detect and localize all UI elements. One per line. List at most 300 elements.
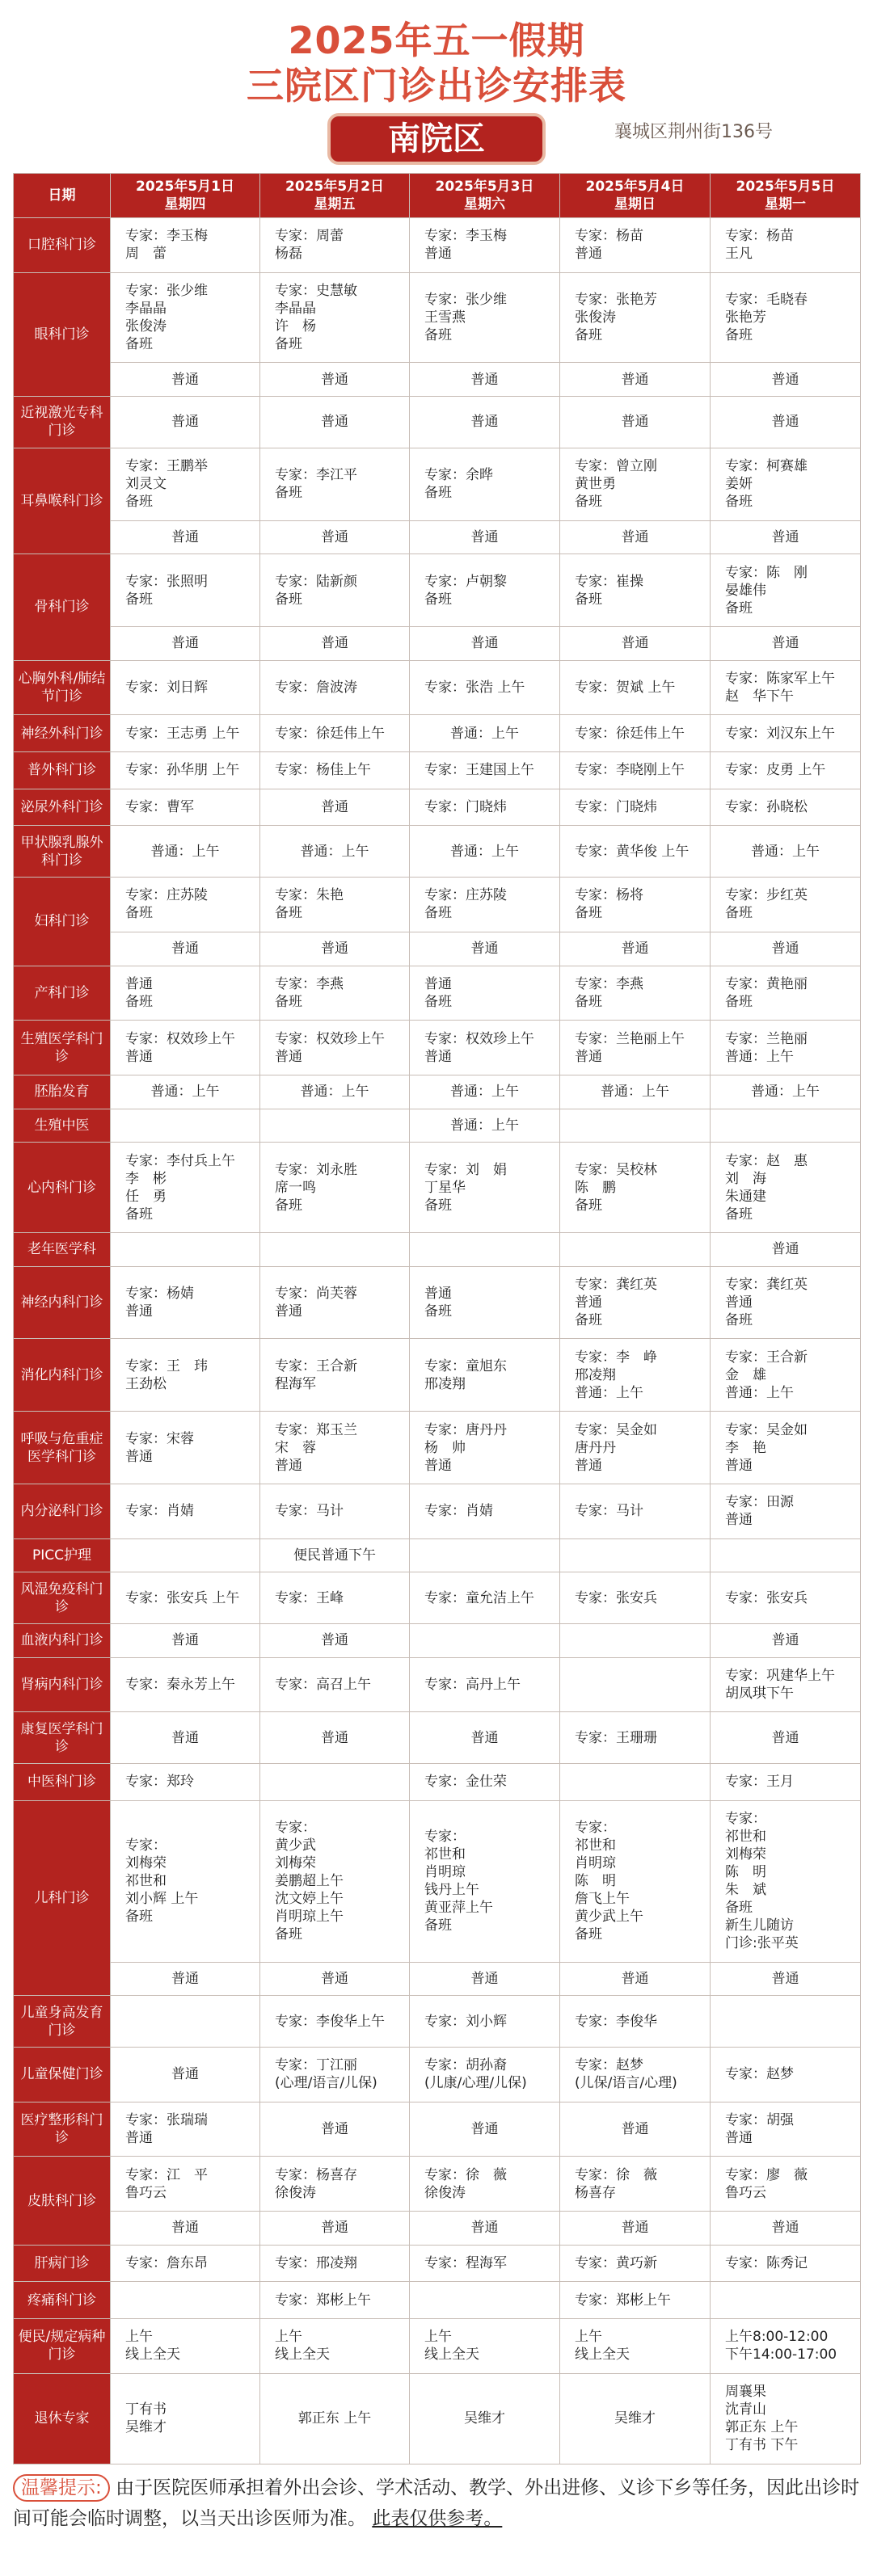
schedule-cell xyxy=(410,1623,560,1657)
schedule-cell: 专家：王志勇 上午 xyxy=(111,715,260,752)
schedule-cell: 专家：高丹上午 xyxy=(410,1657,560,1712)
table-row xyxy=(14,1266,861,1339)
schedule-cell: 便民普通下午 xyxy=(260,1538,410,1572)
table-row xyxy=(14,1572,861,1624)
schedule-cell: 专家：童旭东 邢凌翔 xyxy=(410,1339,560,1412)
table-row xyxy=(14,932,861,966)
schedule-cell: 专家： 祁世和 刘梅荣 陈 明 朱 斌 备班 新生儿随访 门诊:张平英 xyxy=(711,1800,861,1962)
schedule-cell: 普通 xyxy=(260,2102,410,2157)
schedule-cell: 专家：权效珍上午 普通 xyxy=(260,1021,410,1075)
schedule-cell: 普通 xyxy=(410,2102,560,2157)
schedule-cell: 专家：庄苏陵 备班 xyxy=(111,878,260,932)
schedule-cell: 专家： 刘梅荣 祁世和 刘小辉 上午 备班 xyxy=(111,1800,260,1962)
schedule-cell: 专家：李玉梅 普通 xyxy=(410,218,560,273)
schedule-cell: 普通 xyxy=(711,1962,861,1996)
department-name: 康复医学科门诊 xyxy=(14,1712,111,1764)
schedule-cell: 专家：李 峥 邢凌翔 普通：上午 xyxy=(560,1339,711,1412)
date-header xyxy=(410,174,560,218)
schedule-cell: 专家：张安兵 xyxy=(560,1572,711,1624)
schedule-cell: 专家：杨佳上午 xyxy=(260,752,410,789)
schedule-cell: 专家：刘 娟 丁星华 备班 xyxy=(410,1143,560,1233)
schedule-cell: 普通 xyxy=(711,1712,861,1764)
schedule-cell xyxy=(111,1109,260,1143)
department-name: 呼吸与危重症医学科门诊 xyxy=(14,1412,111,1484)
schedule-cell: 专家：邢凌翔 xyxy=(260,2245,410,2282)
schedule-cell: 专家：兰艳丽 普通：上午 xyxy=(711,1021,861,1075)
table-header-row xyxy=(14,174,861,218)
schedule-cell: 专家：宋蓉 普通 xyxy=(111,1412,260,1484)
schedule-cell: 专家：王建国上午 xyxy=(410,752,560,789)
schedule-cell: 专家：张少维 李晶晶 张俊涛 备班 xyxy=(111,272,260,363)
schedule-cell: 专家：肖婧 xyxy=(410,1484,560,1538)
schedule-cell: 普通：上午 xyxy=(260,1075,410,1109)
table-row xyxy=(14,966,861,1021)
schedule-body xyxy=(14,218,861,2464)
table-row xyxy=(14,2373,861,2464)
department-name: 普外科门诊 xyxy=(14,752,111,789)
table-row xyxy=(14,272,861,363)
department-name: 血液内科门诊 xyxy=(14,1623,111,1657)
title-line-1: 2025年五一假期 xyxy=(288,19,585,62)
schedule-cell: 专家：赵梦 xyxy=(711,2047,861,2102)
department-name: 骨科门诊 xyxy=(14,554,111,660)
schedule-cell: 专家：黄巧新 xyxy=(560,2245,711,2282)
schedule-cell: 专家：王鹏举 刘灵文 备班 xyxy=(111,448,260,520)
schedule-cell xyxy=(410,1233,560,1267)
department-name: 妇科门诊 xyxy=(14,878,111,966)
notice-text: 由于医院医师承担着外出会诊、学术活动、教学、外出进修、义诊下乡等任务，因此出诊时间可能会临时调整，以当天出诊医师为准。 xyxy=(13,2477,860,2529)
schedule-cell xyxy=(560,1233,711,1267)
schedule-cell: 专家：童允洁上午 xyxy=(410,1572,560,1624)
schedule-cell: 普通：上午 xyxy=(410,1109,560,1143)
schedule-cell: 专家：张少维 王雪燕 备班 xyxy=(410,272,560,363)
schedule-cell xyxy=(111,1538,260,1572)
department-name: 疼痛科门诊 xyxy=(14,2282,111,2319)
table-row xyxy=(14,1484,861,1538)
schedule-cell: 专家：史慧敏 李晶晶 许 杨 备班 xyxy=(260,272,410,363)
schedule-cell: 专家：陈 刚 晏雄伟 备班 xyxy=(711,554,861,627)
schedule-cell: 普通 xyxy=(111,626,260,660)
schedule-cell: 专家：张照明 备班 xyxy=(111,554,260,627)
table-row xyxy=(14,1412,861,1484)
schedule-cell: 专家：李付兵上午 李 彬 任 勇 备班 xyxy=(111,1143,260,1233)
schedule-cell: 普通 xyxy=(410,2212,560,2246)
schedule-cell: 专家：丁江丽 (心理/语言/儿保) xyxy=(260,2047,410,2102)
schedule-cell: 普通 xyxy=(111,1962,260,1996)
schedule-cell: 专家：王峰 xyxy=(260,1572,410,1624)
schedule-cell: 专家：刘日辉 xyxy=(111,660,260,715)
schedule-cell: 专家：郑玲 xyxy=(111,1764,260,1801)
schedule-cell: 专家：权效珍上午 普通 xyxy=(111,1021,260,1075)
schedule-cell: 专家：杨喜存 徐俊涛 xyxy=(260,2157,410,2212)
schedule-cell: 专家：吴金如 唐丹丹 普通 xyxy=(560,1412,711,1484)
schedule-cell: 普通 xyxy=(711,932,861,966)
department-name: 儿童身高发育门诊 xyxy=(14,1996,111,2048)
schedule-cell xyxy=(711,1996,861,2048)
schedule-cell: 普通 xyxy=(260,1623,410,1657)
table-row xyxy=(14,1712,861,1764)
schedule-cell: 专家：吴金如 李 艳 普通 xyxy=(711,1412,861,1484)
schedule-cell: 专家：余晔 备班 xyxy=(410,448,560,520)
schedule-cell: 普通 xyxy=(410,626,560,660)
schedule-cell: 吴维才 xyxy=(410,2373,560,2464)
schedule-cell: 专家：李俊华上午 xyxy=(260,1996,410,2048)
schedule-cell: 普通 xyxy=(410,1712,560,1764)
schedule-cell: 专家： 祁世和 肖明琼 陈 明 詹飞上午 黄少武上午 备班 xyxy=(560,1800,711,1962)
schedule-cell: 专家：卢朝黎 备班 xyxy=(410,554,560,627)
schedule-cell: 普通 xyxy=(711,397,861,448)
table-row xyxy=(14,2047,861,2102)
schedule-cell: 专家：巩建华上午 胡凤琪下午 xyxy=(711,1657,861,1712)
schedule-cell: 专家：庄苏陵 备班 xyxy=(410,878,560,932)
schedule-cell: 普通：上午 xyxy=(711,1075,861,1109)
table-row xyxy=(14,1339,861,1412)
schedule-cell: 专家：徐廷伟上午 xyxy=(260,715,410,752)
department-name: 心内科门诊 xyxy=(14,1143,111,1233)
schedule-cell: 上午 线上全天 xyxy=(111,2319,260,2374)
schedule-cell: 普通 xyxy=(410,1962,560,1996)
schedule-cell: 专家：曹军 xyxy=(111,789,260,826)
schedule-cell: 专家：徐廷伟上午 xyxy=(560,715,711,752)
schedule-cell: 郭正东 上午 xyxy=(260,2373,410,2464)
department-name: 消化内科门诊 xyxy=(14,1339,111,1412)
department-name: 内分泌科门诊 xyxy=(14,1484,111,1538)
schedule-cell: 普通：上午 xyxy=(410,715,560,752)
schedule-cell: 普通：上午 xyxy=(111,826,260,878)
table-row xyxy=(14,1764,861,1801)
schedule-cell xyxy=(410,1538,560,1572)
schedule-cell: 专家：李江平 备班 xyxy=(260,448,410,520)
schedule-cell: 普通 xyxy=(560,932,711,966)
schedule-cell: 专家：兰艳丽上午 普通 xyxy=(560,1021,711,1075)
schedule-cell: 专家：黄华俊 上午 xyxy=(560,826,711,878)
schedule-cell: 普通 xyxy=(560,2102,711,2157)
schedule-cell: 专家：权效珍上午 普通 xyxy=(410,1021,560,1075)
table-row xyxy=(14,1075,861,1109)
department-name: 生殖中医 xyxy=(14,1109,111,1143)
schedule-cell: 专家：程海军 xyxy=(410,2245,560,2282)
weekday-label: 星期日 xyxy=(614,196,656,213)
schedule-cell xyxy=(560,1764,711,1801)
department-name: 生殖医学科门诊 xyxy=(14,1021,111,1075)
schedule-cell: 专家：唐丹丹 杨 帅 普通 xyxy=(410,1412,560,1484)
schedule-cell xyxy=(410,2282,560,2319)
schedule-cell: 普通 xyxy=(111,397,260,448)
schedule-cell: 专家：徐 薇 徐俊涛 xyxy=(410,2157,560,2212)
schedule-cell: 专家：李晓刚上午 xyxy=(560,752,711,789)
department-name: 泌尿外科门诊 xyxy=(14,789,111,826)
schedule-cell: 专家： 黄少武 刘梅荣 姜鹏超上午 沈文婷上午 肖明琼上午 备班 xyxy=(260,1800,410,1962)
schedule-cell xyxy=(260,1109,410,1143)
schedule-cell: 专家：刘永胜 席一鸣 备班 xyxy=(260,1143,410,1233)
table-row xyxy=(14,2282,861,2319)
schedule-cell: 专家：孙华朋 上午 xyxy=(111,752,260,789)
schedule-cell: 专家：朱艳 备班 xyxy=(260,878,410,932)
schedule-cell: 普通 xyxy=(410,397,560,448)
schedule-cell: 普通 xyxy=(260,1962,410,1996)
schedule-cell: 专家：贺斌 上午 xyxy=(560,660,711,715)
schedule-cell: 专家：陈家军上午 赵 华下午 xyxy=(711,660,861,715)
schedule-cell: 专家：崔操 备班 xyxy=(560,554,711,627)
department-name: 风湿免疫科门诊 xyxy=(14,1572,111,1624)
schedule-cell: 专家：李玉梅 周 蕾 xyxy=(111,218,260,273)
table-row xyxy=(14,752,861,789)
schedule-cell: 普通 备班 xyxy=(410,966,560,1021)
schedule-cell: 专家：徐 薇 杨喜存 xyxy=(560,2157,711,2212)
schedule-cell: 普通 xyxy=(260,520,410,554)
schedule-cell: 专家：郑玉兰 宋 蓉 普通 xyxy=(260,1412,410,1484)
table-row xyxy=(14,1021,861,1075)
date-label: 2025年5月4日 xyxy=(585,179,685,195)
table-row xyxy=(14,826,861,878)
date-header xyxy=(111,174,260,218)
title-line-2: 三院区门诊出诊安排表 xyxy=(247,64,626,107)
footer-notice xyxy=(13,2473,860,2534)
schedule-cell xyxy=(111,2282,260,2319)
schedule-cell: 专家：刘汉东上午 xyxy=(711,715,861,752)
schedule-cell: 专家：门晓炜 xyxy=(410,789,560,826)
schedule-cell: 普通 xyxy=(410,932,560,966)
schedule-table xyxy=(13,173,861,2464)
schedule-cell: 专家：王月 xyxy=(711,1764,861,1801)
schedule-cell: 专家：陆新颜 备班 xyxy=(260,554,410,627)
schedule-cell: 专家：郑彬上午 xyxy=(260,2282,410,2319)
schedule-cell: 专家：尚芙蓉 普通 xyxy=(260,1266,410,1339)
department-name: 神经外科门诊 xyxy=(14,715,111,752)
department-name: 中医科门诊 xyxy=(14,1764,111,1801)
schedule-cell: 普通 备班 xyxy=(111,966,260,1021)
schedule-cell: 普通 xyxy=(260,2212,410,2246)
date-header xyxy=(711,174,861,218)
department-name: PICC护理 xyxy=(14,1538,111,1572)
schedule-cell: 普通：上午 xyxy=(711,826,861,878)
schedule-cell: 专家：郑彬上午 xyxy=(560,2282,711,2319)
schedule-cell: 专家：王合新 程海军 xyxy=(260,1339,410,1412)
schedule-cell xyxy=(111,1996,260,2048)
schedule-cell: 普通 xyxy=(111,932,260,966)
schedule-cell: 专家：柯赛雄 姜妍 备班 xyxy=(711,448,861,520)
table-row xyxy=(14,1623,861,1657)
department-name: 儿科门诊 xyxy=(14,1800,111,1995)
schedule-cell: 普通 xyxy=(711,520,861,554)
schedule-cell: 普通 xyxy=(111,2047,260,2102)
schedule-cell: 普通 xyxy=(260,789,410,826)
schedule-cell: 专家：秦永芳上午 xyxy=(111,1657,260,1712)
department-name: 肝病门诊 xyxy=(14,2245,111,2282)
schedule-cell: 专家：龚红英 普通 备班 xyxy=(711,1266,861,1339)
schedule-cell: 专家：赵 惠 刘 海 朱通建 备班 xyxy=(711,1143,861,1233)
schedule-cell: 普通 备班 xyxy=(410,1266,560,1339)
schedule-cell xyxy=(260,1233,410,1267)
schedule-cell: 普通 xyxy=(111,520,260,554)
schedule-cell: 上午8:00-12:00 下午14:00-17:00 xyxy=(711,2319,861,2374)
table-row xyxy=(14,1996,861,2048)
schedule-cell: 普通：上午 xyxy=(111,1075,260,1109)
schedule-cell: 上午 线上全天 xyxy=(410,2319,560,2374)
schedule-cell: 专家：王 玮 王劲松 xyxy=(111,1339,260,1412)
date-header xyxy=(260,174,410,218)
schedule-cell xyxy=(560,1538,711,1572)
weekday-label: 星期四 xyxy=(164,196,206,213)
schedule-cell: 专家： 祁世和 肖明琼 钱丹上午 黄亚萍上午 备班 xyxy=(410,1800,560,1962)
table-row xyxy=(14,520,861,554)
campus-address: 襄城区荆州街136号 xyxy=(614,122,773,142)
schedule-cell: 普通 xyxy=(560,1962,711,1996)
department-name: 耳鼻喉科门诊 xyxy=(14,448,111,554)
date-label: 2025年5月1日 xyxy=(136,179,234,195)
date-label: 2025年5月3日 xyxy=(435,179,534,195)
schedule-cell: 专家：陈秀记 xyxy=(711,2245,861,2282)
schedule-cell: 专家：杨将 备班 xyxy=(560,878,711,932)
schedule-cell: 专家：张浩 上午 xyxy=(410,660,560,715)
schedule-cell: 专家：毛晓春 张艳芳 备班 xyxy=(711,272,861,363)
table-row xyxy=(14,789,861,826)
schedule-cell xyxy=(711,1538,861,1572)
table-row xyxy=(14,448,861,520)
schedule-cell xyxy=(711,2282,861,2319)
schedule-cell: 丁有书 吴维才 xyxy=(111,2373,260,2464)
schedule-cell: 专家：张艳芳 张俊涛 备班 xyxy=(560,272,711,363)
table-row xyxy=(14,715,861,752)
table-row xyxy=(14,2157,861,2212)
schedule-cell: 专家：杨苗 普通 xyxy=(560,218,711,273)
schedule-cell: 普通 xyxy=(260,932,410,966)
weekday-label: 星期五 xyxy=(314,196,356,213)
department-name: 眼科门诊 xyxy=(14,272,111,396)
date-column-header: 日期 xyxy=(14,174,111,218)
schedule-cell: 专家：金仕荣 xyxy=(410,1764,560,1801)
department-name: 肾病内科门诊 xyxy=(14,1657,111,1712)
table-row xyxy=(14,1800,861,1962)
schedule-cell: 普通 xyxy=(711,1233,861,1267)
table-row xyxy=(14,397,861,448)
table-row xyxy=(14,660,861,715)
schedule-cell: 专家：肖婧 xyxy=(111,1484,260,1538)
department-name: 口腔科门诊 xyxy=(14,218,111,273)
department-name: 甲状腺乳腺外科门诊 xyxy=(14,826,111,878)
schedule-cell: 专家：张瑞瑞 普通 xyxy=(111,2102,260,2157)
table-row xyxy=(14,1657,861,1712)
schedule-cell: 专家：高召上午 xyxy=(260,1657,410,1712)
schedule-cell: 专家：孙晓松 xyxy=(711,789,861,826)
schedule-cell: 专家：步红英 备班 xyxy=(711,878,861,932)
schedule-cell: 专家：门晓炜 xyxy=(560,789,711,826)
page-header xyxy=(0,0,873,170)
tip-label: 温馨提示: xyxy=(13,2474,110,2502)
schedule-cell xyxy=(711,1109,861,1143)
schedule-cell: 专家：刘小辉 xyxy=(410,1996,560,2048)
department-name: 近视激光专科门诊 xyxy=(14,397,111,448)
schedule-cell: 普通 xyxy=(111,2212,260,2246)
schedule-cell: 专家：胡强 普通 xyxy=(711,2102,861,2157)
schedule-cell: 专家：曾立刚 黄世勇 备班 xyxy=(560,448,711,520)
schedule-cell xyxy=(560,1657,711,1712)
schedule-cell: 专家：江 平 鲁巧云 xyxy=(111,2157,260,2212)
schedule-cell: 专家：马计 xyxy=(260,1484,410,1538)
schedule-cell xyxy=(260,1764,410,1801)
schedule-cell: 普通 xyxy=(711,626,861,660)
schedule-cell: 普通 xyxy=(560,397,711,448)
table-row xyxy=(14,878,861,932)
schedule-cell xyxy=(560,1623,711,1657)
department-name: 皮肤科门诊 xyxy=(14,2157,111,2245)
schedule-cell: 专家：马计 xyxy=(560,1484,711,1538)
schedule-cell: 普通：上午 xyxy=(260,826,410,878)
schedule-cell: 普通 xyxy=(711,363,861,397)
table-row xyxy=(14,2212,861,2246)
department-name: 退休专家 xyxy=(14,2373,111,2464)
schedule-cell: 专家：廖 薇 鲁巧云 xyxy=(711,2157,861,2212)
department-name: 胚胎发育 xyxy=(14,1075,111,1109)
department-name: 医疗整形科门诊 xyxy=(14,2102,111,2157)
schedule-cell: 普通 xyxy=(260,1712,410,1764)
table-row xyxy=(14,1233,861,1267)
schedule-cell: 专家：周蕾 杨磊 xyxy=(260,218,410,273)
schedule-cell: 普通 xyxy=(410,363,560,397)
schedule-cell: 专家：杨婧 普通 xyxy=(111,1266,260,1339)
schedule-cell: 上午 线上全天 xyxy=(260,2319,410,2374)
table-row xyxy=(14,1143,861,1233)
table-row xyxy=(14,1962,861,1996)
table-row xyxy=(14,626,861,660)
schedule-cell: 普通 xyxy=(260,363,410,397)
schedule-cell: 周襄果 沈青山 郭正东 上午 丁有书 下午 xyxy=(711,2373,861,2464)
schedule-cell: 上午 线上全天 xyxy=(560,2319,711,2374)
schedule-cell: 普通 xyxy=(260,397,410,448)
table-row xyxy=(14,554,861,627)
schedule-cell: 专家：田源 普通 xyxy=(711,1484,861,1538)
schedule-cell: 专家：赵梦 (儿保/语言/心理) xyxy=(560,2047,711,2102)
schedule-cell: 专家：张安兵 上午 xyxy=(111,1572,260,1624)
department-name: 神经内科门诊 xyxy=(14,1266,111,1339)
schedule-cell: 专家：李俊华 xyxy=(560,1996,711,2048)
schedule-cell: 专家：王珊珊 xyxy=(560,1712,711,1764)
schedule-cell: 专家：李燕 备班 xyxy=(560,966,711,1021)
schedule-cell: 专家：詹东昂 xyxy=(111,2245,260,2282)
schedule-cell: 专家：张安兵 xyxy=(711,1572,861,1624)
schedule-cell: 普通 xyxy=(560,520,711,554)
department-name: 儿童保健门诊 xyxy=(14,2047,111,2102)
campus-badge: 南院区 xyxy=(327,113,546,165)
schedule-cell: 普通 xyxy=(111,363,260,397)
table-row xyxy=(14,2319,861,2374)
department-name: 老年医学科 xyxy=(14,1233,111,1267)
schedule-cell: 专家：杨苗 王凡 xyxy=(711,218,861,273)
schedule-cell: 普通 xyxy=(711,2212,861,2246)
date-label: 2025年5月5日 xyxy=(736,179,835,195)
schedule-cell: 专家：黄艳丽 备班 xyxy=(711,966,861,1021)
schedule-cell: 专家：吴校林 陈 鹏 备班 xyxy=(560,1143,711,1233)
schedule-cell: 普通 xyxy=(711,1623,861,1657)
weekday-label: 星期一 xyxy=(765,196,806,213)
schedule-cell xyxy=(560,1109,711,1143)
table-row xyxy=(14,2245,861,2282)
schedule-cell: 专家：皮勇 上午 xyxy=(711,752,861,789)
schedule-cell: 普通：上午 xyxy=(410,1075,560,1109)
schedule-cell xyxy=(111,1233,260,1267)
department-name: 心胸外科/肺结节门诊 xyxy=(14,660,111,715)
schedule-cell: 专家：王合新 金 雄 普通：上午 xyxy=(711,1339,861,1412)
schedule-cell: 普通 xyxy=(560,2212,711,2246)
schedule-cell: 普通 xyxy=(260,626,410,660)
schedule-cell: 专家：龚红英 普通 备班 xyxy=(560,1266,711,1339)
schedule-cell: 普通 xyxy=(560,363,711,397)
department-name: 产科门诊 xyxy=(14,966,111,1021)
table-row xyxy=(14,363,861,397)
schedule-cell: 专家：李燕 备班 xyxy=(260,966,410,1021)
reference-note: 此表仅供参考。 xyxy=(372,2508,503,2529)
table-row xyxy=(14,218,861,273)
